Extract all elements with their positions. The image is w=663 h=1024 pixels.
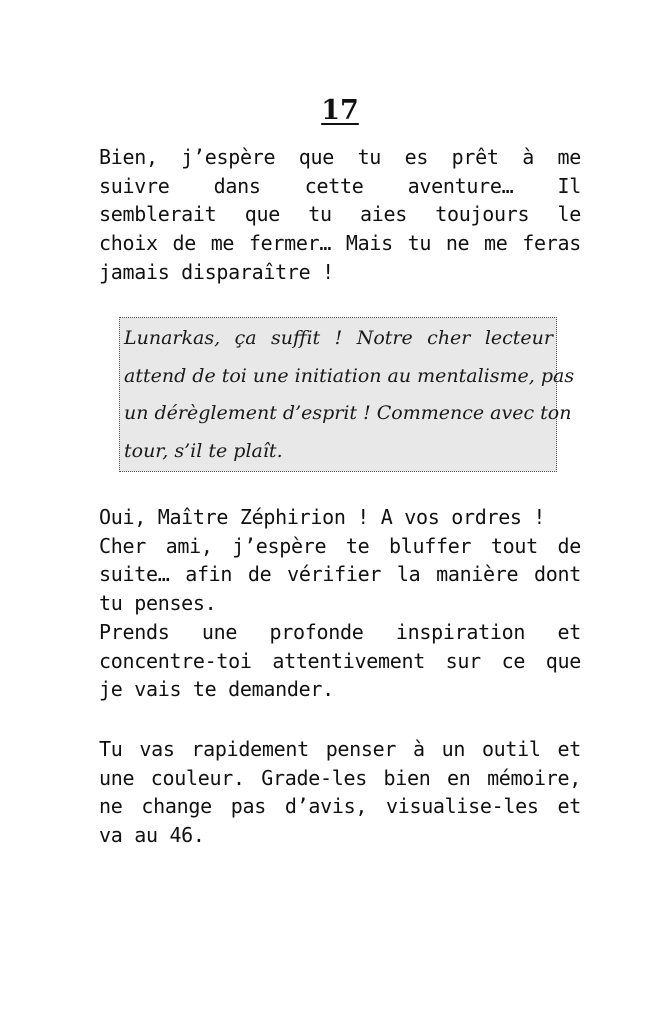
instruction-paragraph [99, 735, 581, 850]
master-quote-box [119, 317, 575, 472]
quote-line: tour, s’il te plaît. [124, 439, 283, 462]
text-line: Cher ami, j’espère te bluffer tout de [99, 533, 581, 558]
text-line: Bien, j’espère que tu es prêt à me [99, 145, 581, 169]
text-line: suivre dans cette aventure… Il [99, 173, 581, 198]
text-line: Tu vas rapidement penser à un outil et [99, 737, 581, 761]
text-line: suite… afin de vérifier la manière dont [99, 562, 581, 587]
text-line: choix de me fermer… Mais tu ne me feras [99, 231, 581, 256]
text-line: semblerait que tu aies toujours le [99, 202, 581, 227]
text-line: ne change pas d’avis, visualise-les et [99, 794, 581, 819]
text-line: jamais disparaître ! [99, 259, 334, 284]
text-line: concentre-toi attentivement sur ce que [99, 648, 581, 673]
intro-paragraph [99, 143, 581, 287]
quote-line: un dérèglement d’esprit ! Commence avec ton [124, 402, 572, 424]
text-line: une couleur. Grade-les bien en mémoire, [99, 765, 581, 790]
reply-paragraph [99, 503, 581, 704]
quote-line: attend de toi une initiation au mentalisme, pas [124, 364, 575, 387]
text-line: tu penses. [99, 591, 217, 616]
text-line: va au 46. [99, 823, 205, 848]
text-line: Oui, Maître Zéphirion ! A vos ordres ! [99, 505, 546, 529]
text-line: je vais te demander. [99, 677, 334, 702]
chapter-number: 17 [321, 95, 359, 126]
quote-line: Lunarkas, ça suffit ! Notre cher lecteur [124, 327, 553, 349]
text-line: Prends une profonde inspiration et [99, 619, 581, 644]
